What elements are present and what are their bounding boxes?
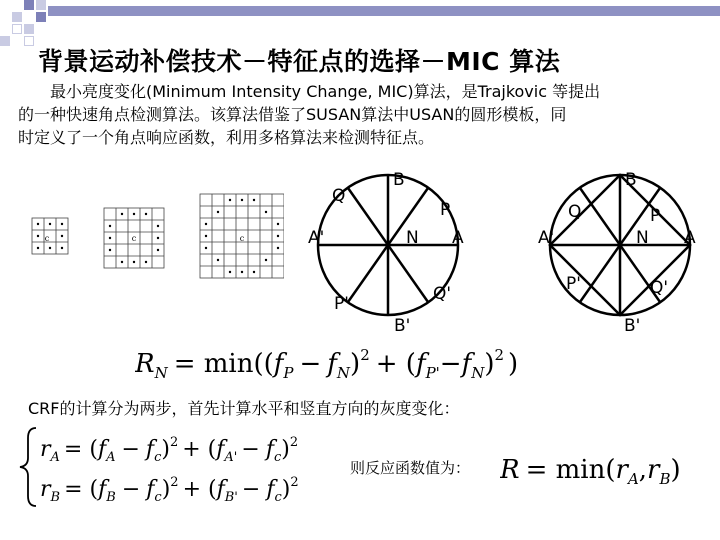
left-label-A: A [452, 228, 464, 248]
right-label-Q: Q [568, 202, 582, 222]
multigrid-templates [24, 188, 284, 288]
right-label-P: P [650, 206, 661, 226]
paragraph-line-2: 的一种快速角点检测算法。该算法借鉴了SUSAN算法中USAN的圆形模板，同 [18, 105, 567, 124]
right-label-A1: A' [538, 228, 555, 248]
svg-text:RN= min((fP−fN)2+ (fP'−fN)2): $R_N = \min((f_P - f_N)^2 + (f_{P'}-f_N)^2$ ) [135, 346, 519, 382]
right-label-N: N [636, 228, 649, 248]
formula-rn [135, 340, 555, 390]
left-label-Q: Q [332, 186, 346, 206]
grid-2-center: c [131, 234, 137, 243]
right-label-Q1: Q' [650, 278, 669, 298]
slide-title: 背景运动补偿技术－特征点的选择－MIC 算法 [38, 47, 561, 76]
grid-3-center: c [239, 234, 245, 243]
svg-text:rB= (fB−fc)2+ (fB'−fc)2: $r_B = (f_B - f_c)^2 + (f_{B'} - f_c)^2$ [40, 475, 299, 505]
formula-final [500, 444, 710, 492]
right-label-B1: B' [624, 316, 641, 336]
formula-system [14, 420, 354, 515]
right-label-P1: P' [566, 274, 581, 294]
left-label-B: B [393, 170, 405, 190]
svg-text:rA= (fA−fc)2+ (fA'−fc)2: $r_A = (f_A - f_c)^2 + (f_{A'} - f_c)^2$ [40, 435, 299, 465]
right-label-A: A [684, 228, 696, 248]
diagram-right [550, 175, 690, 315]
right-label-B: B [625, 170, 637, 190]
left-label-B1: B' [394, 316, 411, 336]
intro-paragraph [18, 80, 708, 149]
crf-description: CRF的计算分为两步，首先计算水平和竖直方向的灰度变化： [28, 399, 460, 418]
paragraph-line-1: 最小亮度变化(Minimum Intensity Change, MIC)算法，是Trajkovic 等提出 [50, 82, 601, 101]
left-label-Q1: Q' [433, 284, 452, 304]
response-label: 则反应函数值为： [350, 459, 471, 477]
left-label-P1: P' [334, 294, 349, 314]
mic-circle-diagrams [300, 165, 710, 340]
left-label-N: N [406, 228, 419, 248]
title-bar-decoration [48, 6, 720, 16]
left-label-P: P [440, 200, 451, 220]
paragraph-line-3: 时定义了一个角点响应函数，利用多格算法来检测特征点。 [18, 128, 435, 147]
left-brace [20, 428, 36, 506]
left-label-A1: A' [308, 228, 325, 248]
svg-text:R= min(rA,rB): $R = \min(r_A,r_B)$ [500, 455, 681, 488]
grid-1-center: c [44, 234, 50, 243]
